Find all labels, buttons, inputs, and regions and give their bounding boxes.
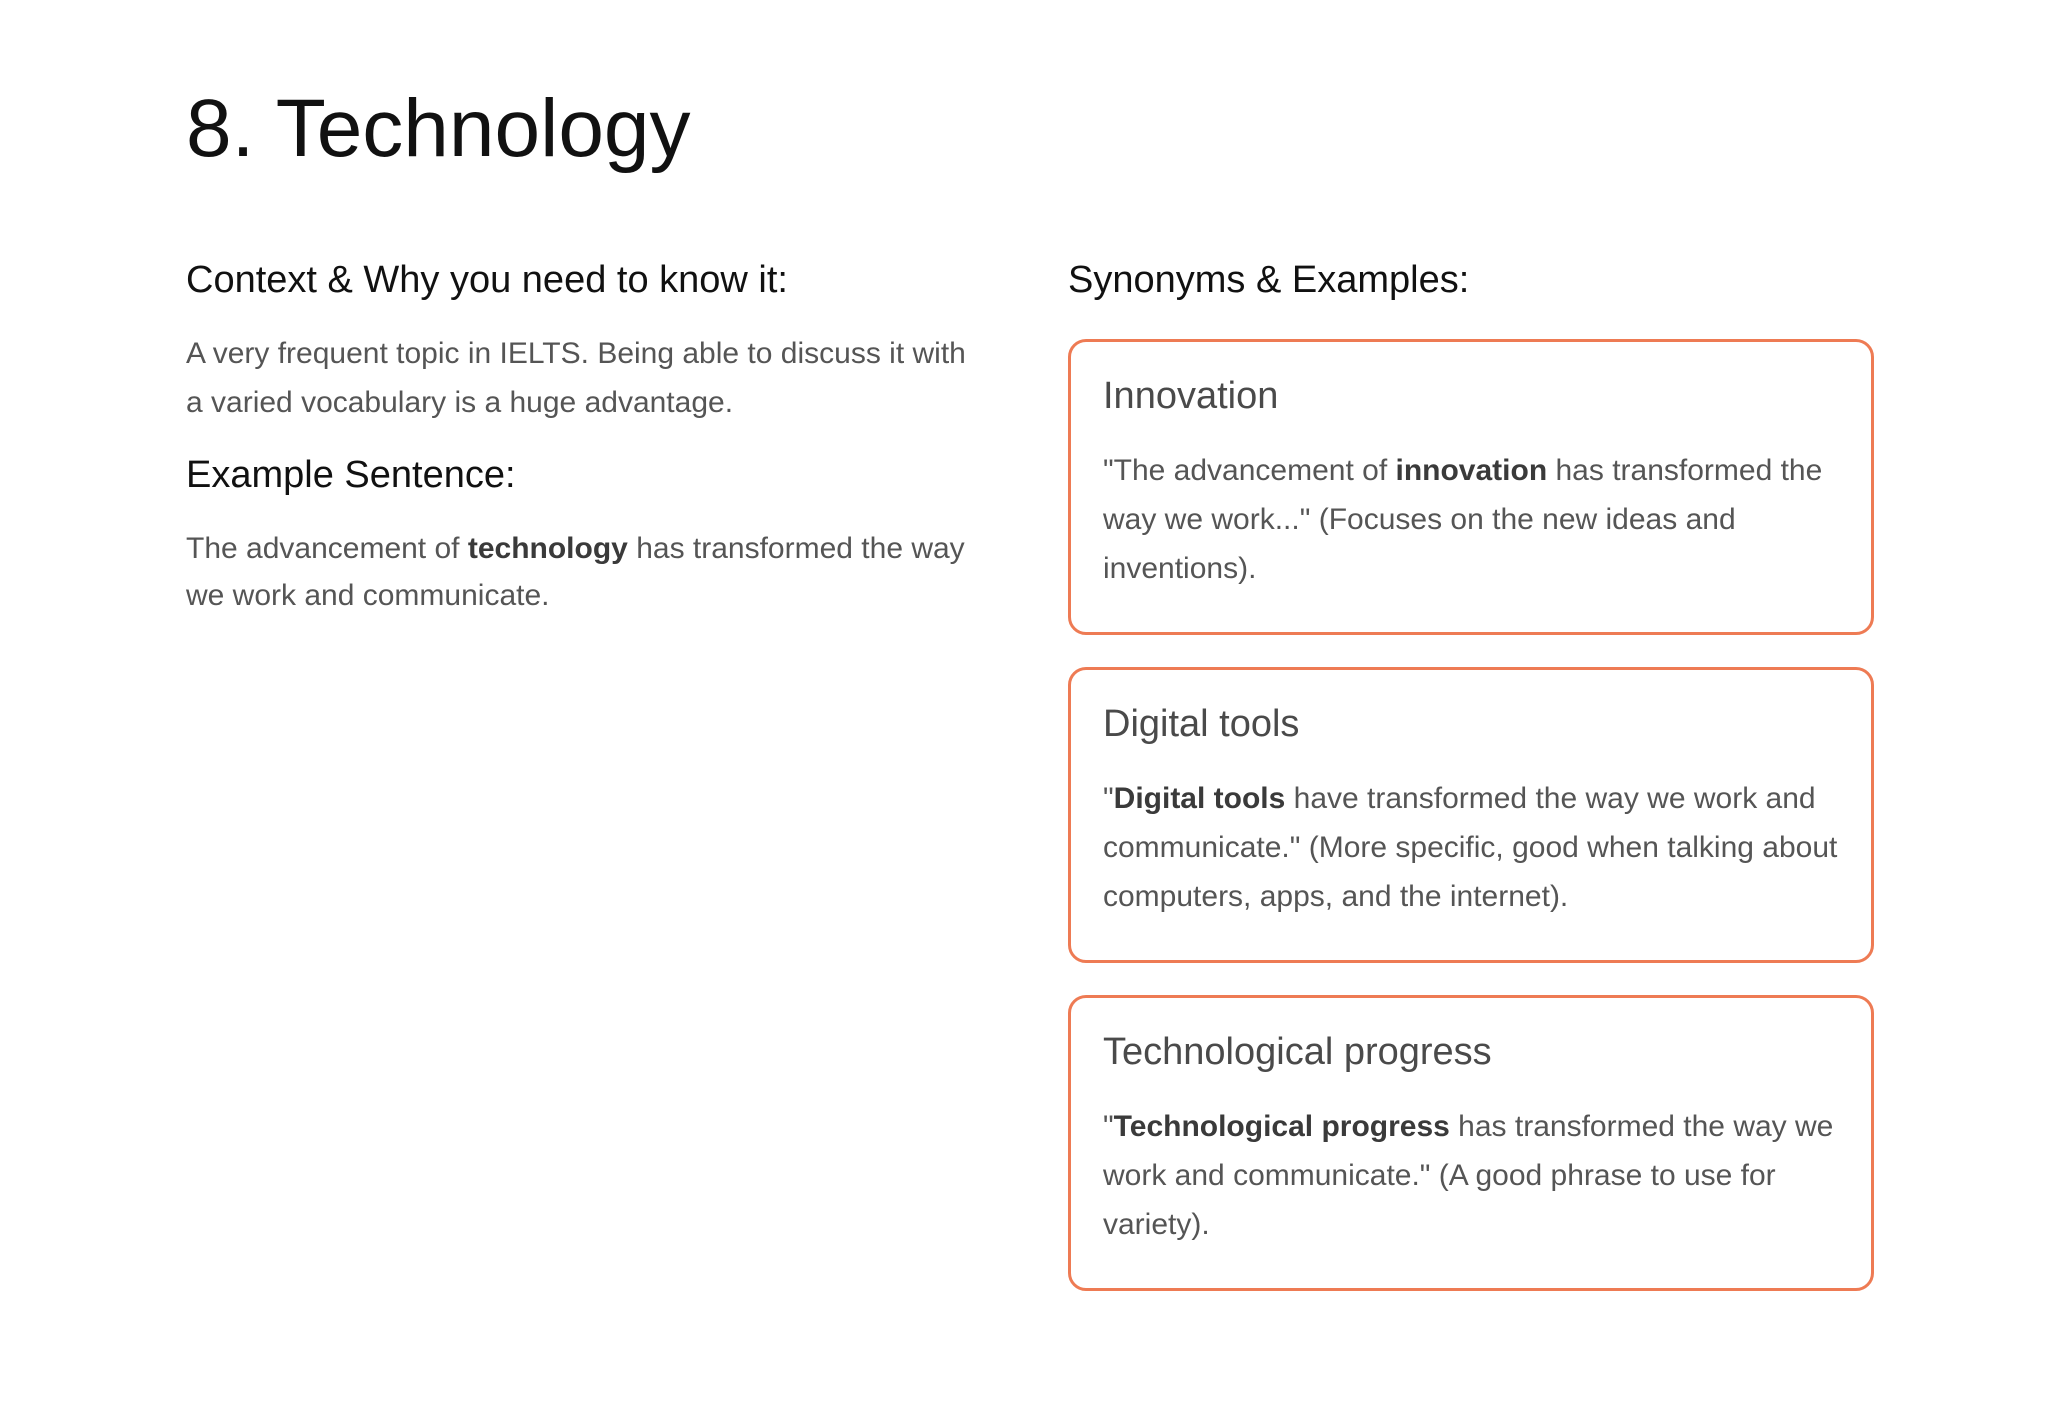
synonyms-heading: Synonyms & Examples: — [1068, 259, 1470, 301]
card-example-keyword: Digital tools — [1113, 781, 1286, 815]
example-sentence — [186, 525, 966, 619]
card-example-end: has transformed the way we work and communicate." (A good phrase to use for variety). — [1103, 1109, 1834, 1241]
synonym-card-example — [1103, 774, 1839, 921]
example-sentence-end: has transformed the way we work and communicate. — [186, 531, 965, 612]
context-heading: Context & Why you need to know it: — [186, 259, 788, 301]
synonym-card-example — [1103, 446, 1839, 593]
synonym-card-title: Technological progress — [1103, 1031, 1492, 1074]
context-text: A very frequent topic in IELTS. Being able to discuss it with a varied vocabulary is a huge advantage. — [186, 337, 966, 420]
page-title: 8. Technology — [186, 83, 691, 174]
card-example-start: "The advancement of — [1103, 453, 1396, 487]
synonym-card-title: Digital tools — [1103, 703, 1300, 746]
synonym-card-example — [1103, 1102, 1839, 1249]
card-example-end: has transformed the way we work..." (Focuses on the new ideas and inventions). — [1103, 453, 1823, 585]
card-example-end: have transformed the way we work and communicate." (More specific, good when talking about computers, apps, and the internet). — [1103, 781, 1838, 913]
example-sentence-start: The advancement of — [186, 531, 468, 565]
card-example-keyword: Technological progress — [1113, 1109, 1450, 1143]
synonym-card-digital-tools — [1068, 667, 1874, 963]
example-keyword: technology — [467, 531, 628, 565]
context-column — [186, 256, 966, 619]
synonym-card-title: Innovation — [1103, 375, 1279, 418]
card-example-start: " — [1103, 781, 1114, 815]
card-example-start: " — [1103, 1109, 1114, 1143]
synonym-card-innovation — [1068, 339, 1874, 635]
card-example-keyword: innovation — [1395, 453, 1548, 487]
synonym-card-list — [1068, 339, 1874, 1291]
example-sentence-heading: Example Sentence: — [186, 454, 516, 497]
synonym-card-technological-progress — [1068, 995, 1874, 1291]
synonyms-column — [1068, 256, 1874, 1323]
